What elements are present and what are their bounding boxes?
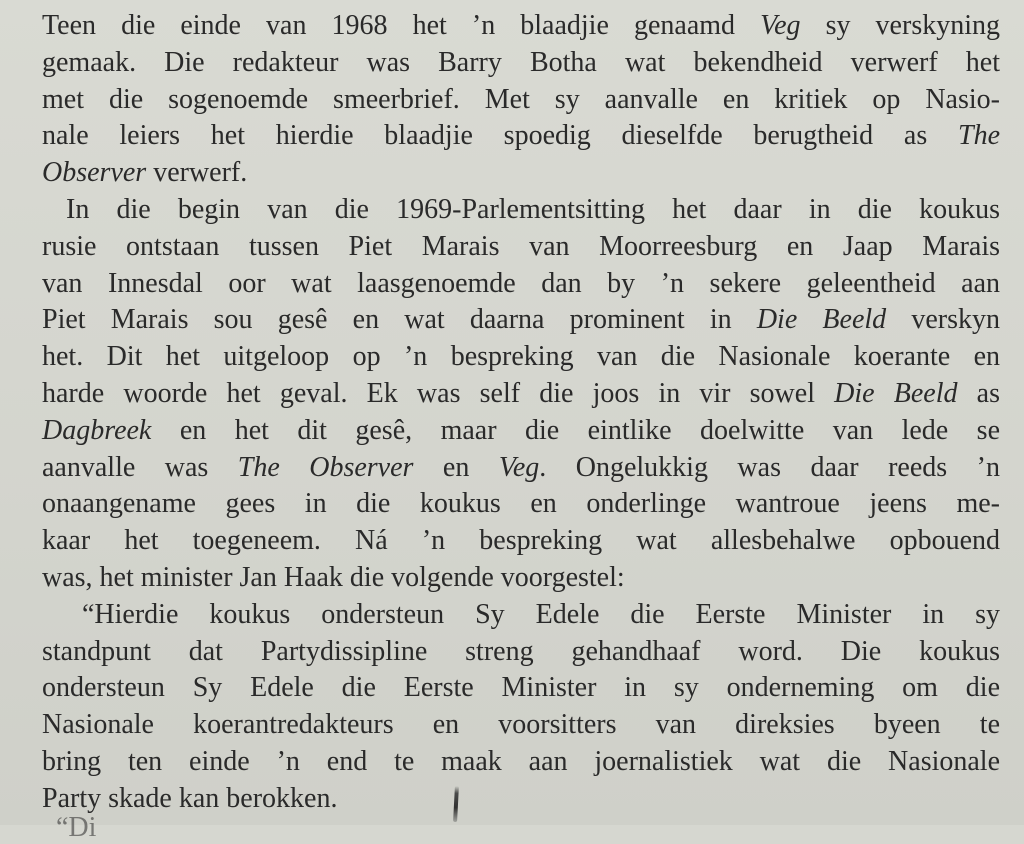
text-line-14: onaangename gees in die koukus en onderlinge wantroue jeens me- — [42, 488, 1000, 520]
cutoff-line: “Di — [56, 812, 97, 843]
text-line-7: rusie ontstaan tussen Piet Marais van Moorreesburg en Jaap Marais — [42, 230, 1000, 262]
quote-line-3: ondersteun Sy Edele die Eerste Minister in sy onderneming om die — [42, 672, 1000, 704]
text-line-3: met die sogenoemde smeerbrief. Met sy aanvalle en kritiek op Nasio- — [42, 83, 1000, 115]
text-line-1: Teen die einde van 1968 het ’n blaadjie genaamd Veg sy verskyning — [42, 10, 1000, 41]
quote-line-6: Party skade kan berokken. — [42, 782, 338, 814]
quote-line-1: “Hierdie koukus ondersteun Sy Edele die Eerste Minister in sy — [82, 598, 1000, 630]
quote-line-5: bring ten einde ’n end te maak aan joernalistiek wat die Nasionale — [42, 745, 1000, 777]
text-line-12: Dagbreek en het dit gesê, maar die eintlike doelwitte van lede se — [42, 414, 1000, 446]
text-line-4: nale leiers het hierdie blaadjie spoedig dieselfde berugtheid as The — [42, 120, 1000, 152]
body-text — [42, 8, 1000, 818]
text-line-15: kaar het toegeneem. Ná ’n bespreking wat allesbehalwe opbouend — [42, 525, 1000, 557]
text-line-11: harde woorde het geval. Ek was self die joos in vir sowel Die Beeld as — [42, 377, 1000, 409]
text-line-2: gemaak. Die redakteur was Barry Botha wat bekendheid verwerf het — [42, 46, 1000, 78]
text-line-16: was, het minister Jan Haak die volgende voorgestel: — [42, 561, 625, 593]
text-line-13: aanvalle was The Observer en Veg. Ongelukkig was daar reeds ’n — [42, 451, 1000, 483]
text-line-9: Piet Marais sou gesê en wat daarna prominent in Die Beeld verskyn — [42, 304, 1000, 336]
quote-line-4: Nasionale koerantredakteurs en voorsitters van direksies byeen te — [42, 709, 1000, 741]
text-line-5: Observer verwerf. — [42, 157, 248, 189]
text-line-6: In die begin van die 1969-Parlementsitting het daar in die koukus — [66, 193, 1000, 225]
quote-line-2: standpunt dat Partydissipline streng gehandhaaf word. Die koukus — [42, 635, 1000, 667]
text-line-10: het. Dit het uitgeloop op ’n bespreking van die Nasionale koerante en — [42, 341, 1000, 373]
text-line-8: van Innesdal oor wat laasgenoemde dan by ’n sekere geleentheid aan — [42, 267, 1000, 299]
